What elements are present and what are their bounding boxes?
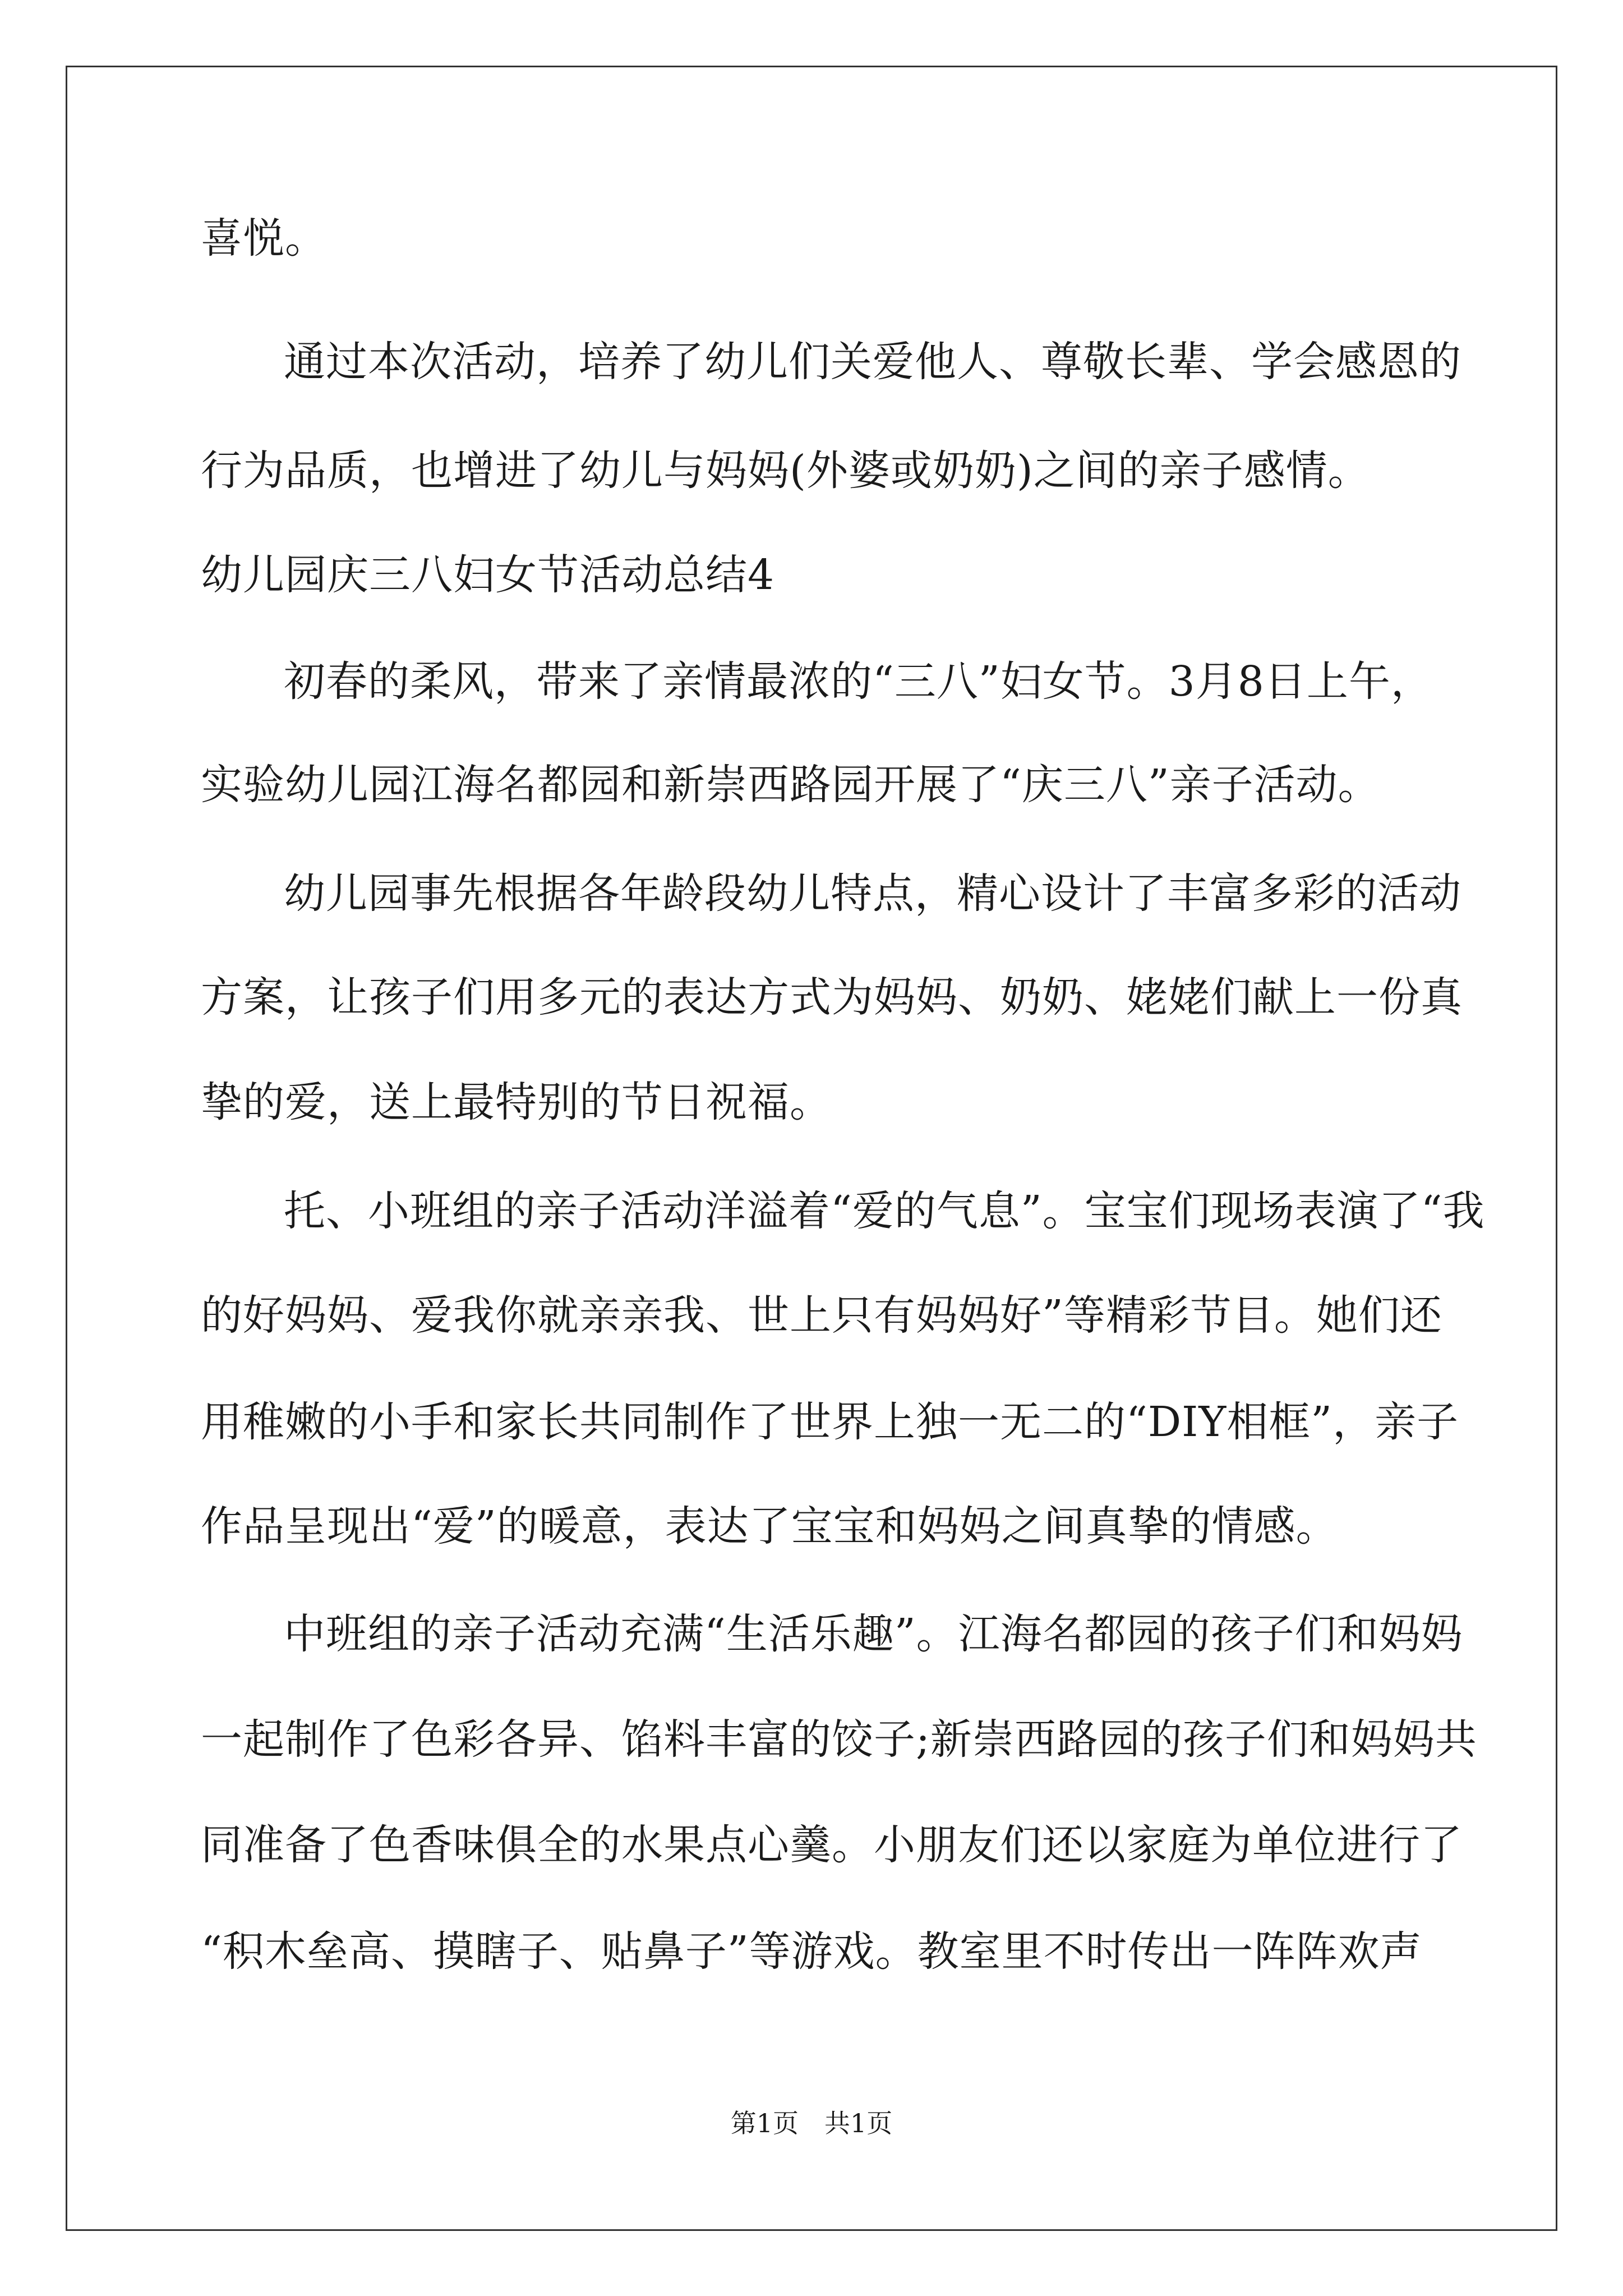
text-line: 同准备了色香味俱全的水果点心羹。小朋友们还以家庭为单位进行了 [201, 1821, 1463, 1869]
text-line: 通过本次活动，培养了幼儿们关爱他人、尊敬长辈、学会感恩的 [284, 338, 1461, 386]
section-heading: 幼儿园庆三八妇女节活动总结4 [201, 551, 775, 599]
page-footer: 第1页 共1页 [730, 2108, 893, 2138]
text-line: 初春的柔风，带来了亲情最浓的“三八”妇女节。3月8日上午， [284, 657, 1433, 706]
page-border [66, 66, 1557, 2231]
text-line: 一起制作了色彩各异、馅料丰富的饺子;新崇西路园的孩子们和妈妈共 [201, 1715, 1477, 1764]
text-line: 的好妈妈、爱我你就亲亲我、世上只有妈妈好”等精彩节目。她们还 [201, 1291, 1442, 1340]
text-line: 幼儿园事先根据各年龄段幼儿特点，精心设计了丰富多彩的活动 [284, 869, 1461, 918]
text-line: 用稚嫩的小手和家长共同制作了世界上独一无二的“DIY相框”，亲子 [201, 1398, 1459, 1446]
text-line: 作品呈现出“爱”的暖意，表达了宝宝和妈妈之间真挚的情感。 [201, 1502, 1338, 1550]
text-line: 托、小班组的亲子活动洋溢着“爱的气息”。宝宝们现场表演了“我 [284, 1187, 1485, 1235]
text-line: “积木垒高、摸瞎子、贴鼻子”等游戏。教室里不时传出一阵阵欢声 [201, 1927, 1422, 1976]
text-line: 喜悦。 [201, 214, 327, 263]
text-line: 实验幼儿园江海名都园和新崇西路园开展了“庆三八”亲子活动。 [201, 761, 1380, 809]
text-line: 方案，让孩子们用多元的表达方式为妈妈、奶奶、姥姥们献上一份真 [201, 973, 1463, 1022]
text-line: 行为品质，也增进了幼儿与妈妈(外婆或奶奶)之间的亲子感情。 [201, 447, 1370, 495]
text-line: 挚的爱，送上最特别的节日祝福。 [201, 1078, 832, 1126]
text-line: 中班组的亲子活动充满“生活乐趣”。江海名都园的孩子们和妈妈 [284, 1610, 1463, 1658]
